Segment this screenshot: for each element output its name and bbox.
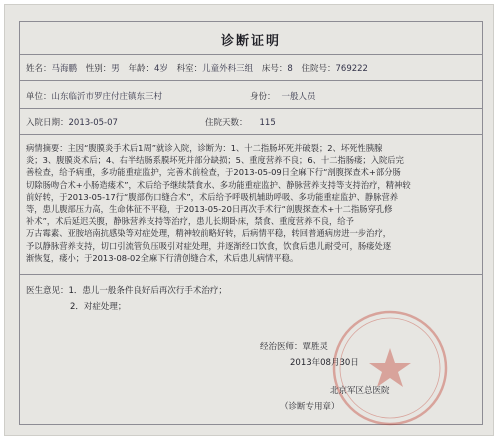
admission-date-label: 入院日期： [26,118,69,128]
opinion-label: 医生意见： [26,286,69,296]
doctor-opinion [26,284,227,296]
summary-line: 予以静脉营养支持，切口引流管负压吸引对症处理，并逐渐经口饮食，饮食后患儿耐受可，肠瘘处逐 [26,240,392,251]
page-title: 诊断证明 [220,34,281,49]
stamp-note: （诊断专用章） [280,402,340,412]
unit-label: 单位： [26,92,52,102]
doctor-label: 经治医师： [260,342,303,352]
summary-line: 善检查，给予病重，多功能重症监护，完善术前检查，于2013-05-09日全麻下行“剖腹探查术+部分肠 [26,167,401,178]
summary-line: 病情摘要：主因“腹膜炎手术后1周”就诊入院，诊断为：1、十二指肠坏死并破裂；2、坏死性胰腺 [26,143,383,153]
bed-label: 床号： [261,64,288,74]
summary-line: 万古霉素、亚胺培南抗感染等对症处理，精神较前略好转，后病情平稳，转回普通病房进一步治疗， [26,228,392,239]
patient-sex: 男 [111,64,120,74]
hospital-name: 北京军区总医院 [330,386,390,396]
stay-days: 115 [259,118,276,128]
patient-bed: 8 [287,64,293,74]
signature-date: 2013年08月30日 [290,358,359,368]
admission-row [26,116,118,128]
summary-line: 补术”，术后延迟关腹，静脉营养支持等治疗，患儿长期卧床，禁食、重度营养不良，给予 [26,216,354,227]
patient-inpatient-no: 769222 [335,64,368,74]
stay-days-row [205,116,276,128]
case-summary [26,142,478,264]
summary-line: 等，患儿腹部压力高，生命体征不平稳，于2013-05-20日再次手术行“剖腹探查术+十二指肠穿孔修 [26,204,393,215]
age-label: 年龄： [128,64,154,74]
opinion-item-row [70,300,126,312]
summary-line: 切除肠吻合术+小肠造瘘术”，术后给予继续禁食水、多功能重症监护、静脉营养支持等支持治疗，精神较 [26,179,411,190]
certificate-frame [19,21,483,425]
identity-row [250,90,316,102]
summary-line: 炎；3、腹膜炎术后；4、右半结肠系膜坏死并部分缺损；5、重度营养不良；6、十二指肠瘘；入院后完 [26,155,404,166]
divider-title [20,54,482,55]
stay-days-label: 住院天数： [205,118,248,128]
patient-age: 4岁 [153,64,168,74]
patient-dept: 儿童外科三组 [202,64,254,74]
unit-value: 山东临沂市罗庄付庄镇东三村 [51,92,163,102]
hospital-seal-icon [330,308,450,428]
dept-label: 科室： [176,64,203,74]
divider-summary [20,274,482,275]
summary-line: 渐恢复，瘘小；于2013-08-02全麻下行清创缝合术，术后患儿病情平稳。 [26,252,299,263]
identity-value: 一般人员 [281,92,316,102]
divider-unit [20,108,482,109]
patient-info-row [26,62,368,74]
inpatient-no-label: 住院号： [301,64,336,74]
doctor-name: 覃胜灵 [302,342,329,352]
identity-label: 身份： [250,92,276,102]
opinion-item: 2．对症处理； [70,302,127,312]
opinion-item: 1．患儿一般条件良好后再次行手术治疗； [68,286,227,296]
summary-line: 前好转，于2013-05-17行“腹部伤口缝合术”，术后给予呼吸机辅助呼吸、多功能重症监护、静脉营养 [26,191,399,202]
document-paper [4,4,494,436]
admission-date: 2013-05-07 [68,118,118,128]
divider-admission [20,134,482,135]
unit-row [26,90,162,102]
patient-name: 马海鹏 [51,64,78,74]
name-label: 姓名： [26,64,52,74]
divider-patient [20,80,482,81]
sex-label: 性别： [85,64,112,74]
doctor-signature [260,340,328,352]
